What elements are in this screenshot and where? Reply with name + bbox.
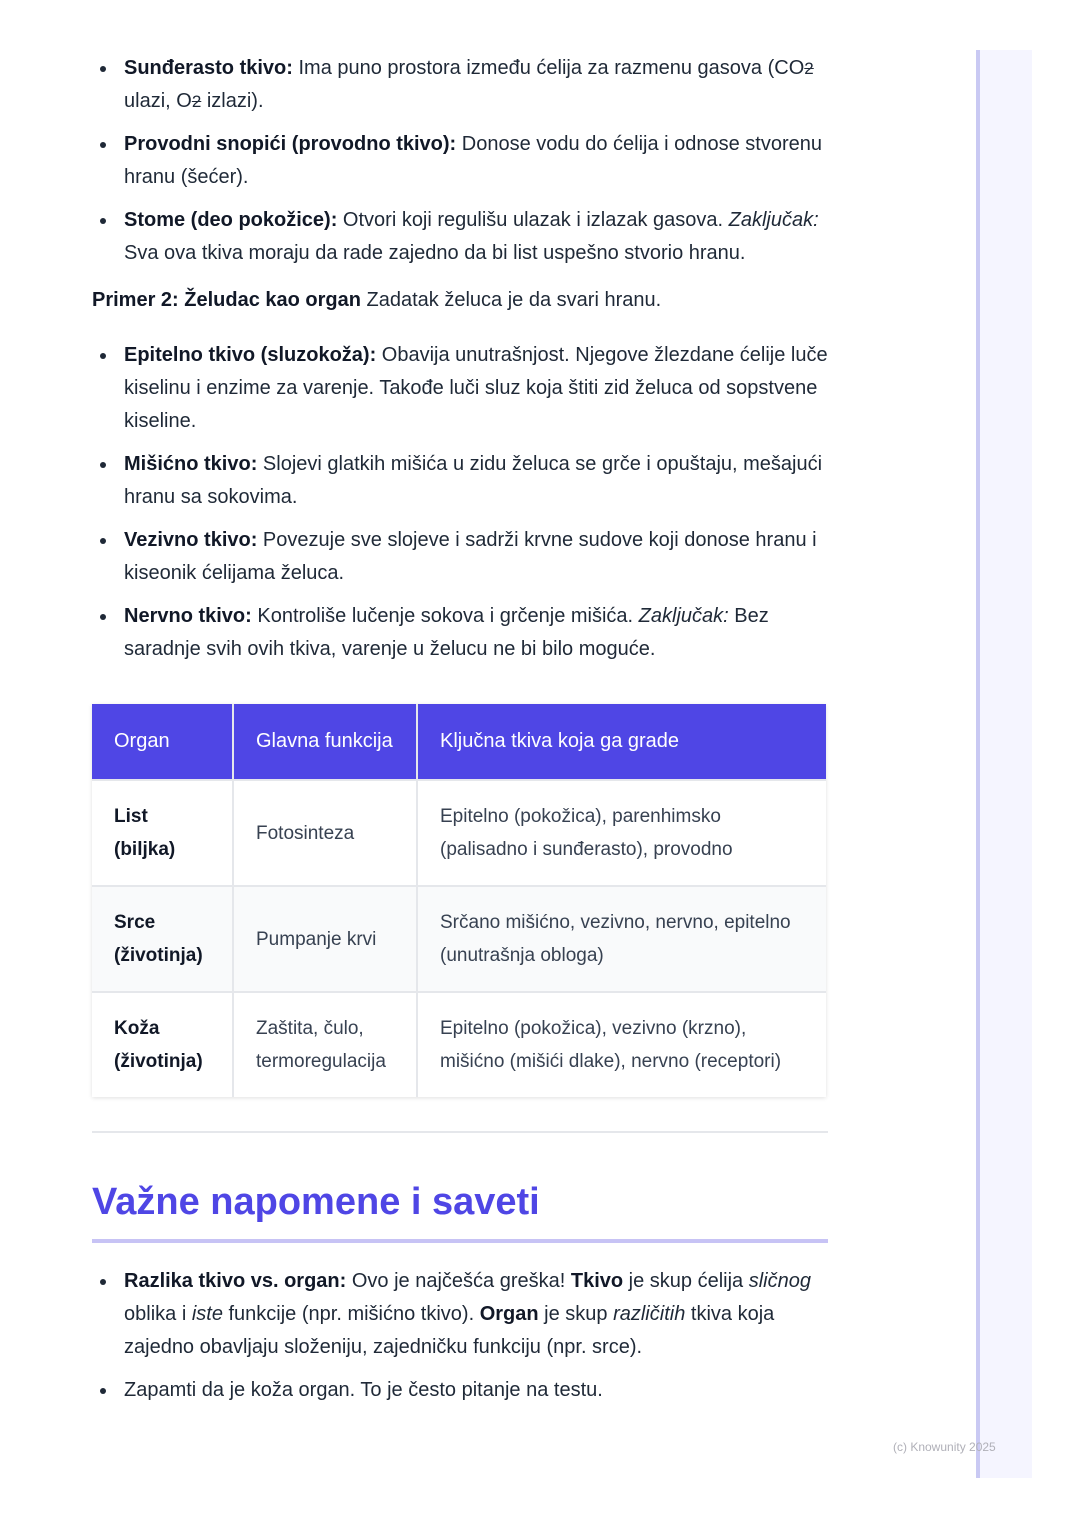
emphasis-bold: Organ xyxy=(479,1303,539,1325)
table-row xyxy=(92,779,826,885)
sidebar-border xyxy=(976,50,980,1478)
item-text: Slojevi glatkih mišića u zidu želuca se grče i opuštaju, mešajući hranu sa sokovima. xyxy=(124,453,823,508)
list-item xyxy=(92,339,828,438)
term: Mišićno tkivo: xyxy=(124,453,258,475)
term: Razlika tkivo vs. organ: xyxy=(124,1270,347,1292)
conclusion-label: Zaključak: xyxy=(638,605,729,627)
notes-list xyxy=(92,1265,828,1407)
item-text: je skup ćelija xyxy=(623,1270,749,1292)
list-item xyxy=(92,524,828,590)
organ-table xyxy=(92,704,826,1097)
term: Provodni snopići (provodno tkivo): xyxy=(124,133,457,155)
document-content xyxy=(92,52,828,1417)
example-label: Primer 2: Želudac kao organ xyxy=(92,289,361,311)
emphasis-italic: različitih xyxy=(613,1303,686,1325)
term: Sunđerasto tkivo: xyxy=(124,57,293,79)
right-sidebar-panel xyxy=(976,50,1032,1478)
column-header-function: Glavna funkcija xyxy=(234,704,418,779)
item-text: Ima puno prostora između ćelija za razmenu gasova (CO xyxy=(292,57,805,79)
list-item xyxy=(92,448,828,514)
item-text: Obavija unutrašnjost. Njegove žlezdane ćelije luče kiselinu i enzime za varenje. Takođe luči sluz koja štiti zid želuca od sopstvene kiseline. xyxy=(124,344,828,432)
cell-function: Pumpanje krvi xyxy=(234,885,418,991)
list-item xyxy=(92,600,828,666)
stomach-tissue-list xyxy=(92,339,828,666)
section-divider xyxy=(92,1131,828,1133)
cell-tissues: Epitelno (pokožica), vezivno (krzno), mišićno (mišići dlake), nervno (receptori) xyxy=(418,991,826,1097)
item-text: Donose vodu do ćelija i odnose stvorenu hranu (šećer). xyxy=(124,133,823,188)
list-item xyxy=(92,1374,828,1407)
emphasis-italic: iste xyxy=(191,1303,223,1325)
example-text: Zadatak želuca je da svari hranu. xyxy=(360,289,662,311)
item-text: funkcije (npr. mišićno tkivo). xyxy=(222,1303,480,1325)
cell-tissues: Srčano mišićno, vezivno, nervno, epitelno (unutrašnja obloga) xyxy=(418,885,826,991)
cell-organ: Koža (životinja) xyxy=(92,991,234,1097)
section-heading: Važne napomene i saveti xyxy=(92,1181,540,1223)
list-item xyxy=(92,204,828,270)
item-text: ulazi, O xyxy=(124,90,192,112)
table-header-row xyxy=(92,704,826,779)
emphasis-italic: sličnog xyxy=(748,1270,811,1292)
item-text: Otvori koji regulišu ulazak i izlazak gasova. xyxy=(337,209,729,231)
conclusion-text: Bez saradnje svih ovih tkiva, varenje u želucu ne bi bilo moguće. xyxy=(124,605,769,660)
term: Epitelno tkivo (sluzokoža): xyxy=(124,344,377,366)
item-text: Ovo je najčešća greška! xyxy=(346,1270,571,1292)
subscript: 2 xyxy=(191,92,202,111)
item-text: je skup xyxy=(538,1303,614,1325)
cell-function: Fotosinteza xyxy=(234,779,418,885)
emphasis-bold: Tkivo xyxy=(570,1270,624,1292)
cell-tissues: Epitelno (pokožica), parenhimsko (palisadno i sunđerasto), provodno xyxy=(418,779,826,885)
item-text: izlazi). xyxy=(201,90,264,112)
table-row xyxy=(92,991,826,1097)
item-text: oblika i xyxy=(124,1303,192,1325)
table-row xyxy=(92,885,826,991)
cell-organ: Srce (životinja) xyxy=(92,885,234,991)
item-text: Zapamti da je koža organ. To je često pitanje na testu. xyxy=(124,1379,603,1401)
item-text: tkiva koja zajedno obavljaju složeniju, zajedničku funkciju (npr. srce). xyxy=(124,1303,775,1358)
term: Vezivno tkivo: xyxy=(124,529,258,551)
list-item xyxy=(92,1265,828,1364)
column-header-organ: Organ xyxy=(92,704,234,779)
item-text: Povezuje sve slojeve i sadrži krvne sudove koji donose hranu i kiseonik ćelijama želuca. xyxy=(124,529,817,584)
term: Nervno tkivo: xyxy=(124,605,252,627)
leaf-tissue-list xyxy=(92,52,828,270)
heading-underline xyxy=(92,1239,828,1243)
list-item xyxy=(92,128,828,194)
column-header-tissues: Ključna tkiva koja ga grade xyxy=(418,704,826,779)
conclusion-label: Zaključak: xyxy=(728,209,819,231)
cell-organ: List (biljka) xyxy=(92,779,234,885)
watermark: (c) Knowunity 2025 xyxy=(893,1440,996,1454)
item-text: Kontroliše lučenje sokova i grčenje mišića. xyxy=(251,605,639,627)
cell-function: Zaštita, čulo, termoregulacija xyxy=(234,991,418,1097)
term: Stome (deo pokožice): xyxy=(124,209,338,231)
example-paragraph xyxy=(92,284,828,317)
subscript: 2 xyxy=(804,59,814,78)
conclusion-text: Sva ova tkiva moraju da rade zajedno da bi list uspešno stvorio hranu. xyxy=(124,242,746,264)
list-item xyxy=(92,52,828,118)
